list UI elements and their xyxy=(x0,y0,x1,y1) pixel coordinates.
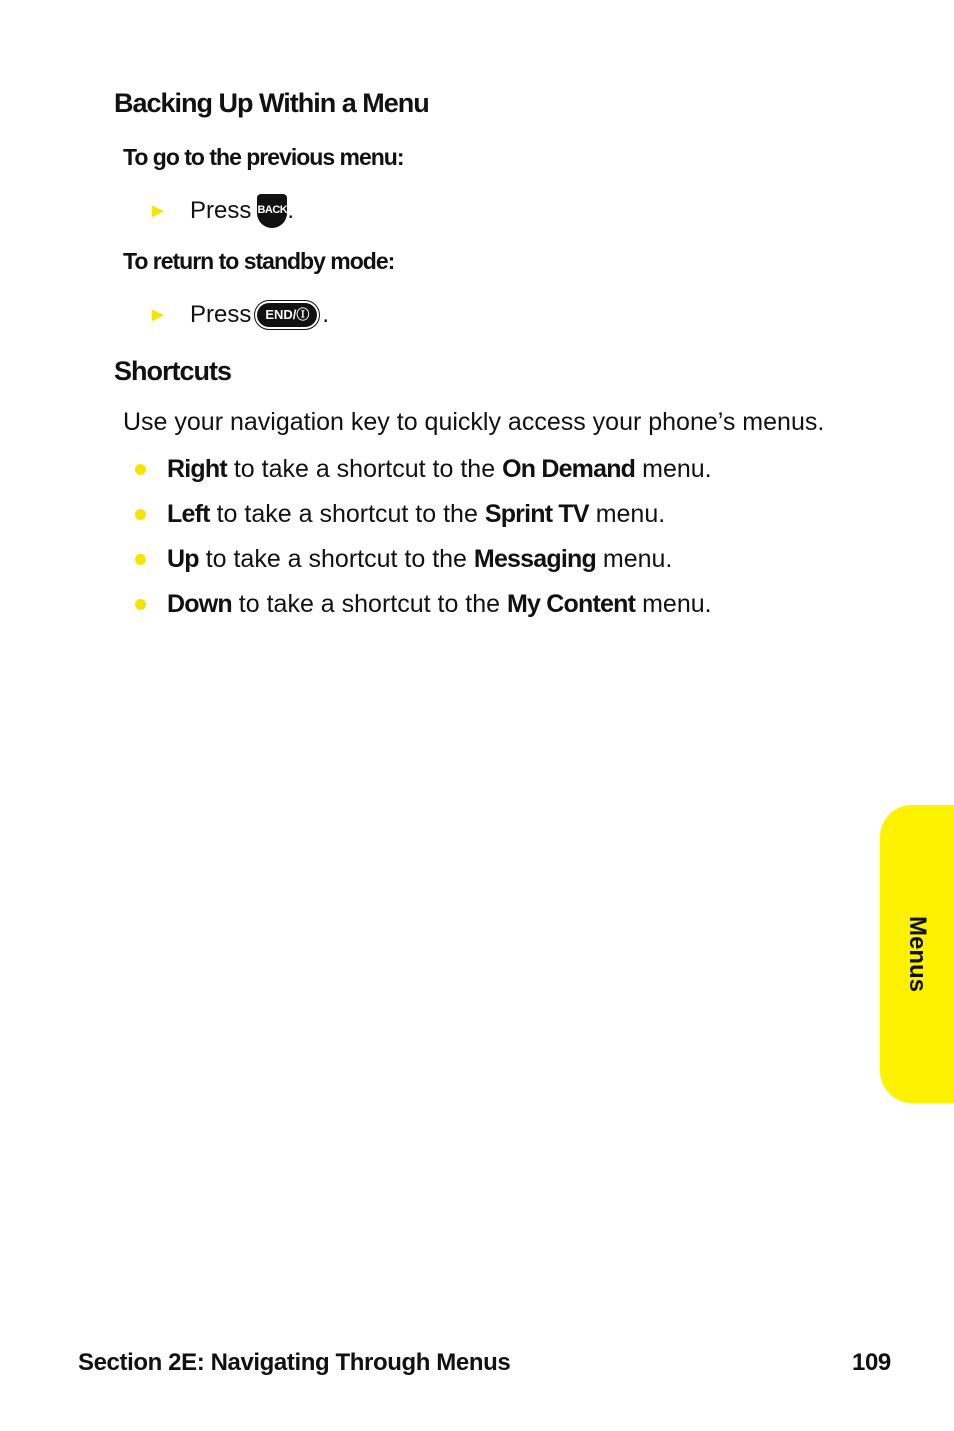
shortcut-text: to take a shortcut to the xyxy=(216,500,478,528)
back-key-icon: BACK xyxy=(257,194,287,228)
section-heading-backing-up: Backing Up Within a Menu xyxy=(114,88,429,118)
side-tab-label: Menus xyxy=(904,915,931,993)
shortcut-text: to take a shortcut to the xyxy=(205,545,467,573)
shortcut-target: Sprint TV xyxy=(484,500,589,528)
bullet-dot-icon xyxy=(135,554,146,565)
shortcut-text: to take a shortcut to the xyxy=(238,590,501,618)
shortcut-key: Left xyxy=(167,500,210,528)
bullet-dot-icon xyxy=(135,509,146,520)
section-heading-shortcuts: Shortcuts xyxy=(114,356,232,386)
standby-mode-label: To return to standby mode: xyxy=(123,248,395,274)
shortcut-key: Up xyxy=(167,545,199,573)
shortcut-item xyxy=(135,500,665,529)
step-suffix: . xyxy=(287,197,295,224)
shortcut-key: Down xyxy=(167,590,232,618)
shortcut-end: menu. xyxy=(595,500,666,528)
bullet-dot-icon xyxy=(135,599,146,610)
shortcut-end: menu. xyxy=(642,590,712,618)
shortcut-item xyxy=(135,590,712,619)
shortcut-target: On Demand xyxy=(502,455,636,483)
standby-mode-step xyxy=(148,298,329,332)
step-suffix: . xyxy=(322,301,330,328)
shortcut-target: Messaging xyxy=(473,545,596,573)
footer-page-number: 109 xyxy=(852,1349,891,1376)
shortcut-item xyxy=(135,455,712,484)
step-press-text: Press xyxy=(190,301,252,328)
previous-menu-label: To go to the previous menu: xyxy=(123,144,404,170)
arrow-right-icon: ► xyxy=(148,199,168,222)
side-section-tab xyxy=(880,805,954,1103)
previous-menu-step xyxy=(148,194,294,228)
footer-section-title: Section 2E: Navigating Through Menus xyxy=(78,1349,511,1376)
shortcut-end: menu. xyxy=(602,545,673,573)
shortcut-target: My Content xyxy=(507,590,636,618)
step-press-text: Press xyxy=(190,197,252,224)
arrow-right-icon: ► xyxy=(148,303,168,326)
end-power-key-icon: END/Ⓘ xyxy=(257,303,317,327)
bullet-dot-icon xyxy=(135,464,146,475)
shortcut-end: menu. xyxy=(642,455,712,483)
shortcut-key: Right xyxy=(167,455,227,483)
shortcut-text: to take a shortcut to the xyxy=(233,455,496,483)
shortcuts-intro: Use your navigation key to quickly access your phone’s menus. xyxy=(123,408,825,436)
shortcut-item xyxy=(135,545,672,574)
